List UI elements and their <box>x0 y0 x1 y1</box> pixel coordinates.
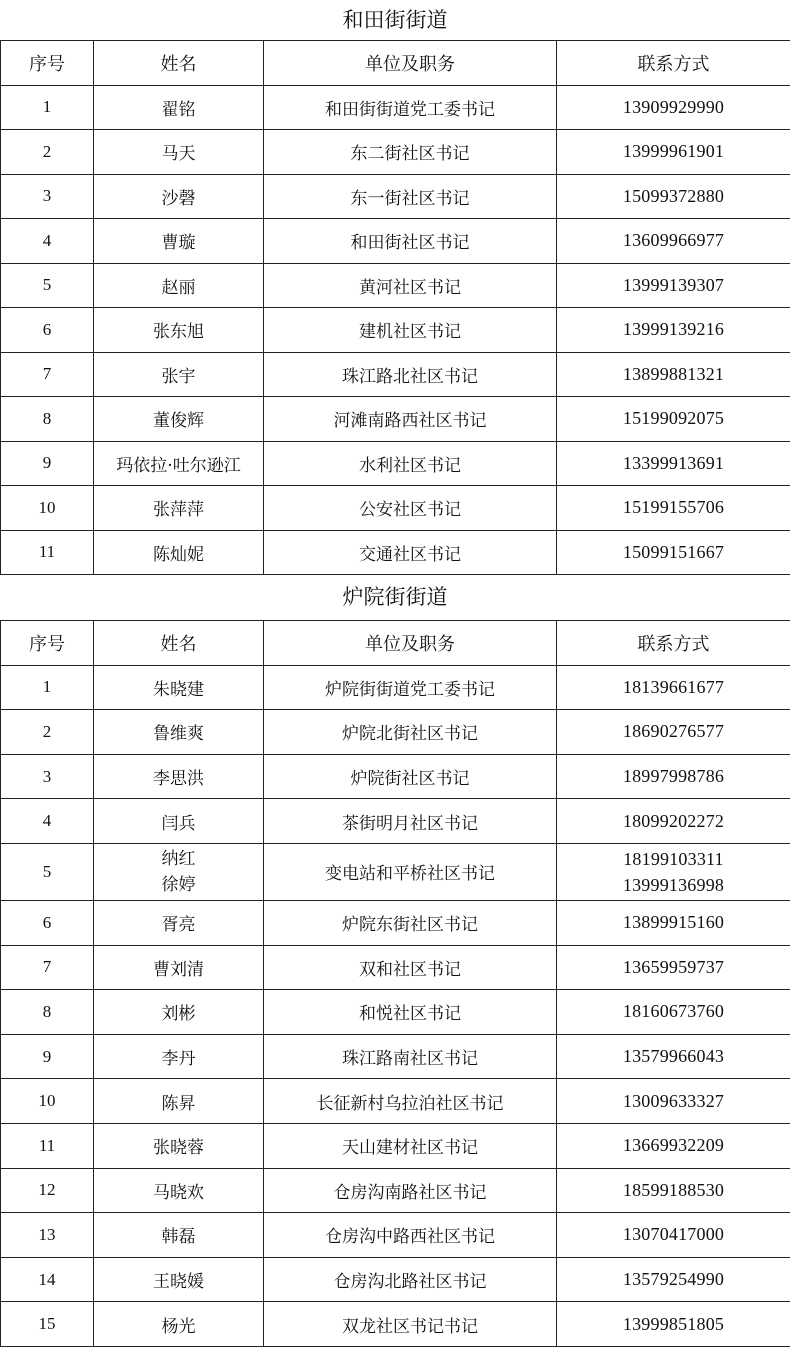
phone-number: 13009633327 <box>557 1079 790 1124</box>
phone-number: 15199155706 <box>557 486 790 531</box>
person-name: 董俊辉 <box>94 397 264 442</box>
unit-position: 仓房沟南路社区书记 <box>264 1168 557 1213</box>
unit-position: 长征新村乌拉泊社区书记 <box>264 1079 557 1124</box>
phone-number: 13669932209 <box>557 1123 790 1168</box>
unit-position: 黄河社区书记 <box>264 263 557 308</box>
table-row <box>1 85 790 130</box>
header-phone: 联系方式 <box>557 41 790 86</box>
row-number: 4 <box>1 219 94 264</box>
row-number: 1 <box>1 665 94 710</box>
person-name: 王晓媛 <box>94 1257 264 1302</box>
phone-number: 13609966977 <box>557 219 790 264</box>
table-row <box>1 665 790 710</box>
table-row <box>1 1302 790 1347</box>
person-name: 陈昇 <box>94 1079 264 1124</box>
phone-number: 13659959737 <box>557 945 790 990</box>
table-row <box>1 308 790 353</box>
table-row <box>1 1257 790 1302</box>
unit-position: 双龙社区书记书记 <box>264 1302 557 1347</box>
row-number: 14 <box>1 1257 94 1302</box>
row-number: 9 <box>1 1034 94 1079</box>
row-number: 6 <box>1 308 94 353</box>
phone-number: 13579966043 <box>557 1034 790 1079</box>
section-title-hetian: 和田街街道 <box>342 8 448 32</box>
phone-number: 18139661677 <box>557 665 790 710</box>
phone-number: 13999139216 <box>557 308 790 353</box>
unit-position: 和田街社区书记 <box>264 219 557 264</box>
person-name-2: 徐婷 <box>161 874 196 895</box>
person-name: 鲁维爽 <box>94 710 264 755</box>
unit-position: 双和社区书记 <box>264 945 557 990</box>
table-row <box>1 441 790 486</box>
table-row <box>1 1213 790 1258</box>
table-header-row <box>1 621 790 666</box>
row-number: 5 <box>1 843 94 900</box>
unit-position: 交通社区书记 <box>264 530 557 575</box>
unit-position: 炉院街社区书记 <box>264 754 557 799</box>
unit-position: 茶街明月社区书记 <box>264 799 557 844</box>
row-number: 2 <box>1 710 94 755</box>
table-row <box>1 130 790 175</box>
phone-number: 13999961901 <box>557 130 790 175</box>
row-number: 2 <box>1 130 94 175</box>
table-row <box>1 219 790 264</box>
table-row <box>1 754 790 799</box>
table-row <box>1 1034 790 1079</box>
contact-table-luyuan <box>0 620 790 1347</box>
table-row <box>1 900 790 945</box>
unit-position: 炉院东街社区书记 <box>264 900 557 945</box>
phone-number-2: 13999136998 <box>622 874 725 895</box>
table-row <box>1 843 790 900</box>
unit-position: 东二街社区书记 <box>264 130 557 175</box>
table-row <box>1 397 790 442</box>
person-name: 赵丽 <box>94 263 264 308</box>
table-row <box>1 352 790 397</box>
phone-number: 15099372880 <box>557 174 790 219</box>
contact-table-hetian <box>0 40 790 575</box>
phone-number: 13999139307 <box>557 263 790 308</box>
phone-number: 13579254990 <box>557 1257 790 1302</box>
table-row <box>1 945 790 990</box>
person-name: 张东旭 <box>94 308 264 353</box>
unit-position: 和悦社区书记 <box>264 990 557 1035</box>
unit-position: 建机社区书记 <box>264 308 557 353</box>
row-number: 11 <box>1 530 94 575</box>
person-name: 李丹 <box>94 1034 264 1079</box>
unit-position: 仓房沟北路社区书记 <box>264 1257 557 1302</box>
unit-position: 炉院北街社区书记 <box>264 710 557 755</box>
phone-number: 13909929990 <box>557 85 790 130</box>
section-title-luyuan: 炉院街街道 <box>342 585 448 609</box>
person-name-1: 纳红 <box>161 848 196 869</box>
phone-number: 13399913691 <box>557 441 790 486</box>
person-name: 朱晓建 <box>94 665 264 710</box>
table-row <box>1 486 790 531</box>
phone-number <box>557 843 790 900</box>
person-name: 闫兵 <box>94 799 264 844</box>
header-phone: 联系方式 <box>557 621 790 666</box>
unit-position: 和田街街道党工委书记 <box>264 85 557 130</box>
person-name: 刘彬 <box>94 990 264 1035</box>
row-number: 3 <box>1 754 94 799</box>
header-no: 序号 <box>1 41 94 86</box>
person-name: 曹刘清 <box>94 945 264 990</box>
person-name: 玛依拉·吐尔逊江 <box>94 441 264 486</box>
phone-number-1: 18199103311 <box>623 848 724 869</box>
row-number: 12 <box>1 1168 94 1213</box>
row-number: 6 <box>1 900 94 945</box>
unit-position: 珠江路北社区书记 <box>264 352 557 397</box>
table-row <box>1 710 790 755</box>
person-name: 韩磊 <box>94 1213 264 1258</box>
row-number: 7 <box>1 352 94 397</box>
header-unit: 单位及职务 <box>264 621 557 666</box>
row-number: 13 <box>1 1213 94 1258</box>
table-row <box>1 1079 790 1124</box>
row-number: 1 <box>1 85 94 130</box>
table-row <box>1 990 790 1035</box>
row-number: 7 <box>1 945 94 990</box>
phone-number: 18160673760 <box>557 990 790 1035</box>
person-name: 曹璇 <box>94 219 264 264</box>
row-number: 5 <box>1 263 94 308</box>
person-name: 张萍萍 <box>94 486 264 531</box>
table-row <box>1 530 790 575</box>
person-name: 陈灿妮 <box>94 530 264 575</box>
row-number: 4 <box>1 799 94 844</box>
header-name: 姓名 <box>94 621 264 666</box>
row-number: 11 <box>1 1123 94 1168</box>
row-number: 15 <box>1 1302 94 1347</box>
unit-position: 河滩南路西社区书记 <box>264 397 557 442</box>
header-name: 姓名 <box>94 41 264 86</box>
header-no: 序号 <box>1 621 94 666</box>
unit-position: 天山建材社区书记 <box>264 1123 557 1168</box>
table-row <box>1 1168 790 1213</box>
row-number: 3 <box>1 174 94 219</box>
unit-position: 变电站和平桥社区书记 <box>264 843 557 900</box>
unit-position: 东一街社区书记 <box>264 174 557 219</box>
table-row <box>1 1123 790 1168</box>
person-name: 马天 <box>94 130 264 175</box>
person-name: 李思洪 <box>94 754 264 799</box>
unit-position: 仓房沟中路西社区书记 <box>264 1213 557 1258</box>
phone-number: 18690276577 <box>557 710 790 755</box>
person-name: 翟铭 <box>94 85 264 130</box>
row-number: 9 <box>1 441 94 486</box>
phone-number: 18099202272 <box>557 799 790 844</box>
phone-number: 18997998786 <box>557 754 790 799</box>
row-number: 10 <box>1 1079 94 1124</box>
table-header-row <box>1 41 790 86</box>
row-number: 8 <box>1 397 94 442</box>
row-number: 10 <box>1 486 94 531</box>
phone-number: 13899915160 <box>557 900 790 945</box>
table-row <box>1 799 790 844</box>
phone-number: 13999851805 <box>557 1302 790 1347</box>
unit-position: 公安社区书记 <box>264 486 557 531</box>
phone-number: 18599188530 <box>557 1168 790 1213</box>
person-name: 张宇 <box>94 352 264 397</box>
header-unit: 单位及职务 <box>264 41 557 86</box>
phone-number: 13070417000 <box>557 1213 790 1258</box>
phone-number: 13899881321 <box>557 352 790 397</box>
row-number: 8 <box>1 990 94 1035</box>
person-name: 张晓蓉 <box>94 1123 264 1168</box>
person-name <box>94 843 264 900</box>
unit-position: 水利社区书记 <box>264 441 557 486</box>
person-name: 杨光 <box>94 1302 264 1347</box>
unit-position: 珠江路南社区书记 <box>264 1034 557 1079</box>
table-row <box>1 174 790 219</box>
phone-number: 15199092075 <box>557 397 790 442</box>
unit-position: 炉院街街道党工委书记 <box>264 665 557 710</box>
table-row <box>1 263 790 308</box>
person-name: 沙磬 <box>94 174 264 219</box>
person-name: 胥亮 <box>94 900 264 945</box>
phone-number: 15099151667 <box>557 530 790 575</box>
person-name: 马晓欢 <box>94 1168 264 1213</box>
